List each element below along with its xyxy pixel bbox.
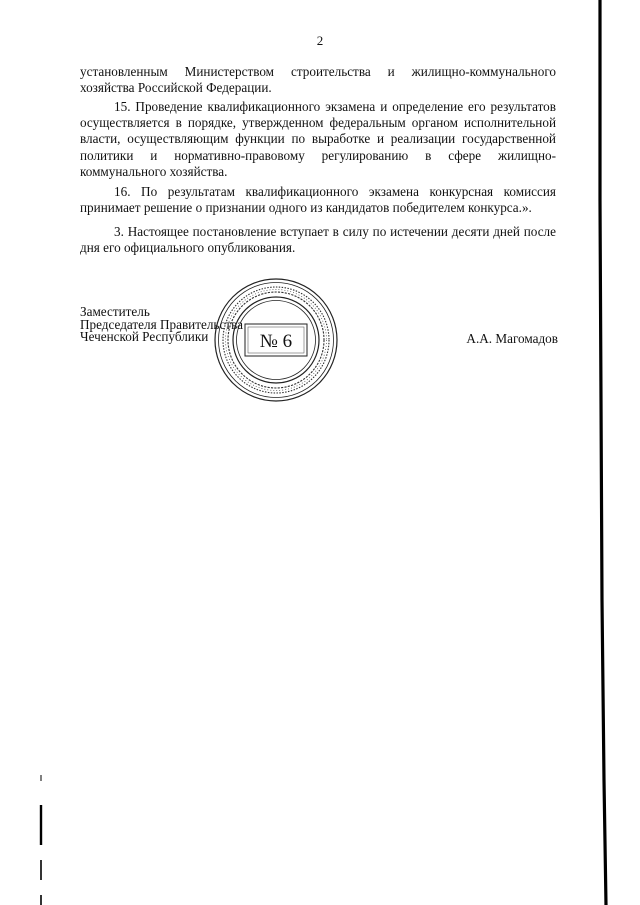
scan-edge-line (597, 0, 609, 905)
paragraph-3 (80, 224, 556, 256)
official-seal (213, 277, 339, 403)
seal-number: № 6 (259, 331, 293, 352)
paragraph-16 (80, 184, 556, 216)
paragraph-continuation (80, 64, 556, 96)
signatory-title-line-1: Заместитель (80, 304, 150, 319)
signatory-name: А.А. Магомадов (466, 331, 558, 346)
paragraph-continuation-line-2: хозяйства Российской Федерации. (80, 80, 272, 96)
paragraph-16-text: 16. По результатам квалификационного экзамена конкурсная комиссия принимает решение о признании одного из кандидатов победителем конкурса.». (80, 184, 556, 216)
page-number: 2 (316, 33, 324, 48)
paragraph-continuation-line-1: установленным Министерством строительства и жилищно-коммунального (80, 64, 556, 79)
paragraph-15-text: 15. Проведение квалификационного экзамена и определение его результатов осуществляется в порядке, утвержденном федеральным органом исполнительной власти, осуществляющим функции по выработке и реализации государственной политики и нормативно-правовому регулированию в сфере жилищно-коммунального хозяйства. (80, 99, 556, 179)
paragraph-3-text: 3. Настоящее постановление вступает в силу по истечении десяти дней после дня его официального опубликования. (80, 224, 556, 256)
paragraph-15 (80, 99, 556, 180)
signatory-title-line-2: Председателя Правительства (80, 316, 243, 332)
scan-margin-marks (36, 775, 46, 905)
signatory-title-line-3: Чеченской Республики (80, 329, 209, 344)
